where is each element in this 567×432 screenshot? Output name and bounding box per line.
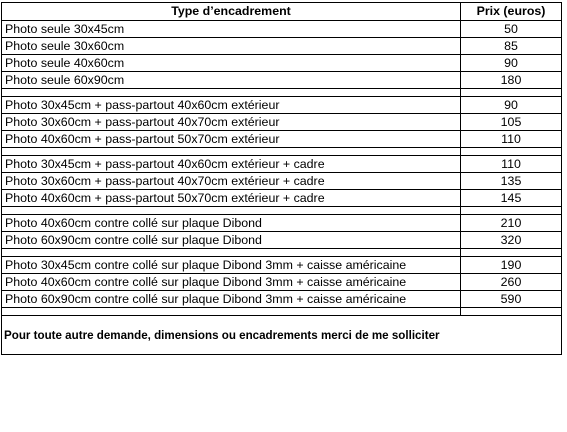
table-row	[2, 21, 562, 38]
footer-note: Pour toute autre demande, dimensions ou encadrements merci de me solliciter	[2, 316, 562, 355]
spacer-row	[2, 89, 562, 97]
type-cell: Photo 60x90cm contre collé sur plaque Dibond	[2, 232, 461, 249]
type-cell: Photo 30x60cm + pass-partout 40x70cm extérieur	[2, 114, 461, 131]
table-row	[2, 55, 562, 72]
table-row	[2, 114, 562, 131]
spacer-cell	[461, 148, 562, 156]
spacer-row	[2, 207, 562, 215]
spacer-cell	[2, 207, 461, 215]
price-cell: 110	[461, 131, 562, 148]
type-cell: Photo seule 60x90cm	[2, 72, 461, 89]
price-cell: 320	[461, 232, 562, 249]
type-cell: Photo 40x60cm contre collé sur plaque Dibond 3mm + caisse américaine	[2, 274, 461, 291]
price-cell: 260	[461, 274, 562, 291]
table-row	[2, 97, 562, 114]
price-cell: 90	[461, 97, 562, 114]
price-cell: 210	[461, 215, 562, 232]
price-cell: 590	[461, 291, 562, 308]
type-cell: Photo seule 30x45cm	[2, 21, 461, 38]
footer-row	[2, 316, 562, 355]
table-row	[2, 215, 562, 232]
price-cell: 90	[461, 55, 562, 72]
spacer-cell	[2, 148, 461, 156]
table-row	[2, 38, 562, 55]
spacer-row	[2, 249, 562, 257]
table-row	[2, 232, 562, 249]
table-row	[2, 291, 562, 308]
table-row	[2, 131, 562, 148]
type-cell: Photo 30x45cm + pass-partout 40x60cm extérieur	[2, 97, 461, 114]
price-cell: 85	[461, 38, 562, 55]
price-table	[1, 2, 562, 355]
table-row	[2, 257, 562, 274]
table-header	[2, 3, 562, 21]
price-cell: 105	[461, 114, 562, 131]
type-cell: Photo 30x45cm contre collé sur plaque Dibond 3mm + caisse américaine	[2, 257, 461, 274]
type-cell: Photo 30x60cm + pass-partout 40x70cm extérieur + cadre	[2, 173, 461, 190]
table-row	[2, 72, 562, 89]
type-cell: Photo 30x45cm + pass-partout 40x60cm extérieur + cadre	[2, 156, 461, 173]
spacer-cell	[2, 249, 461, 257]
table-row	[2, 190, 562, 207]
table-body	[2, 21, 562, 308]
type-cell: Photo 60x90cm contre collé sur plaque Dibond 3mm + caisse américaine	[2, 291, 461, 308]
table-row	[2, 156, 562, 173]
spacer-cell	[461, 249, 562, 257]
type-cell: Photo 40x60cm + pass-partout 50x70cm extérieur + cadre	[2, 190, 461, 207]
spacer-cell	[2, 308, 461, 316]
spacer-cell	[2, 89, 461, 97]
table-footer	[2, 308, 562, 355]
type-column-header: Type d’encadrement	[2, 3, 461, 21]
type-cell: Photo seule 40x60cm	[2, 55, 461, 72]
header-row	[2, 3, 562, 21]
table-row	[2, 173, 562, 190]
spacer-row	[2, 308, 562, 316]
spacer-row	[2, 148, 562, 156]
price-cell: 190	[461, 257, 562, 274]
spacer-cell	[461, 89, 562, 97]
spacer-cell	[461, 207, 562, 215]
price-cell: 145	[461, 190, 562, 207]
price-cell: 110	[461, 156, 562, 173]
type-cell: Photo 40x60cm + pass-partout 50x70cm extérieur	[2, 131, 461, 148]
type-cell: Photo seule 30x60cm	[2, 38, 461, 55]
price-cell: 50	[461, 21, 562, 38]
table-row	[2, 274, 562, 291]
price-cell: 180	[461, 72, 562, 89]
price-column-header: Prix (euros)	[461, 3, 562, 21]
spacer-cell	[461, 308, 562, 316]
type-cell: Photo 40x60cm contre collé sur plaque Dibond	[2, 215, 461, 232]
price-cell: 135	[461, 173, 562, 190]
